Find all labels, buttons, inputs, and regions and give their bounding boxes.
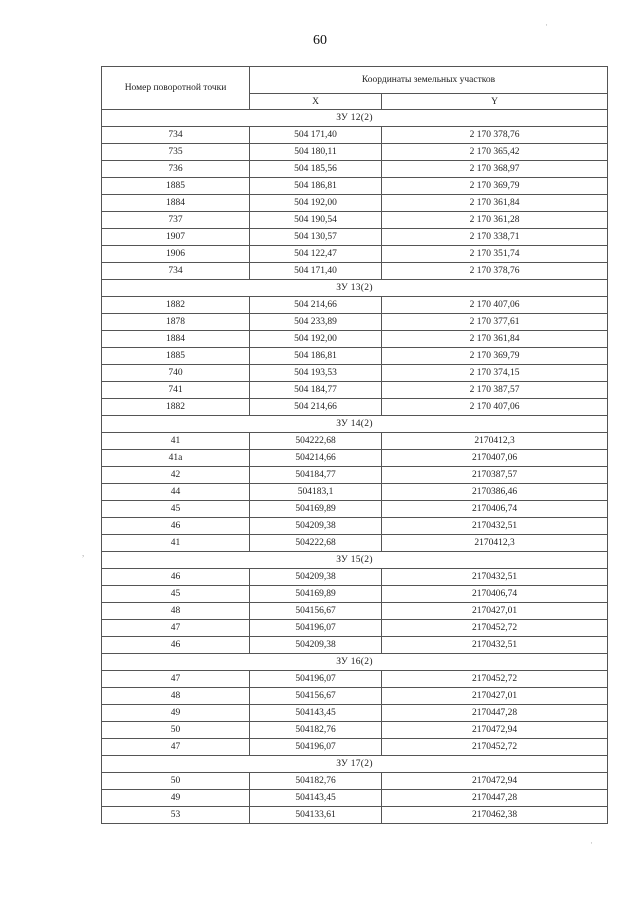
table-row [102, 297, 608, 314]
cell-y: 2170406,74 [382, 501, 608, 518]
cell-x: 504182,76 [250, 722, 382, 739]
cell-y: 2 170 369,79 [382, 348, 608, 365]
table-row [102, 603, 608, 620]
cell-x: 504169,89 [250, 501, 382, 518]
cell-x: 504196,07 [250, 739, 382, 756]
cell-point-number: 1885 [102, 348, 250, 365]
cell-point-number: 1884 [102, 195, 250, 212]
table-row [102, 620, 608, 637]
cell-point-number: 49 [102, 790, 250, 807]
table-row [102, 450, 608, 467]
cell-y: 2170462,38 [382, 807, 608, 824]
header-point-number: Номер поворотной точки [102, 67, 250, 110]
cell-x: 504 190,54 [250, 212, 382, 229]
cell-y: 2170432,51 [382, 569, 608, 586]
cell-point-number: 53 [102, 807, 250, 824]
table-row [102, 263, 608, 280]
cell-y: 2 170 361,28 [382, 212, 608, 229]
cell-point-number: 47 [102, 671, 250, 688]
cell-y: 2 170 378,76 [382, 263, 608, 280]
cell-x: 504184,77 [250, 467, 382, 484]
cell-x: 504169,89 [250, 586, 382, 603]
cell-x: 504 214,66 [250, 399, 382, 416]
cell-x: 504 192,00 [250, 195, 382, 212]
table-header [102, 67, 608, 110]
cell-x: 504 233,89 [250, 314, 382, 331]
cell-y: 2 170 378,76 [382, 127, 608, 144]
cell-point-number: 1884 [102, 331, 250, 348]
cell-y: 2 170 374,15 [382, 365, 608, 382]
cell-y: 2 170 365,42 [382, 144, 608, 161]
table-row [102, 365, 608, 382]
cell-point-number: 47 [102, 739, 250, 756]
cell-x: 504 130,57 [250, 229, 382, 246]
cell-x: 504209,38 [250, 637, 382, 654]
cell-y: 2 170 351,74 [382, 246, 608, 263]
cell-y: 2170472,94 [382, 722, 608, 739]
cell-y: 2170447,28 [382, 790, 608, 807]
cell-point-number: 735 [102, 144, 250, 161]
cell-x: 504 186,81 [250, 348, 382, 365]
cell-point-number: 736 [102, 161, 250, 178]
header-coordinates: Координаты земельных участков [250, 67, 608, 94]
cell-point-number: 1878 [102, 314, 250, 331]
table-row [102, 467, 608, 484]
cell-y: 2 170 407,06 [382, 399, 608, 416]
table-body [102, 110, 608, 824]
table-row [102, 399, 608, 416]
cell-y: 2 170 368,97 [382, 161, 608, 178]
cell-x: 504214,66 [250, 450, 382, 467]
cell-point-number: 46 [102, 569, 250, 586]
cell-y: 2 170 361,84 [382, 331, 608, 348]
cell-x: 504209,38 [250, 518, 382, 535]
table-row [102, 433, 608, 450]
section-header-row [102, 280, 608, 297]
cell-y: 2 170 361,84 [382, 195, 608, 212]
cell-x: 504133,61 [250, 807, 382, 824]
cell-y: 2170412,3 [382, 535, 608, 552]
cell-point-number: 49 [102, 705, 250, 722]
table-row [102, 722, 608, 739]
cell-point-number: 42 [102, 467, 250, 484]
cell-y: 2170387,57 [382, 467, 608, 484]
cell-point-number: 46 [102, 637, 250, 654]
table-row [102, 212, 608, 229]
cell-point-number: 48 [102, 688, 250, 705]
cell-point-number: 1882 [102, 399, 250, 416]
cell-y: 2170432,51 [382, 637, 608, 654]
cell-y: 2 170 377,61 [382, 314, 608, 331]
table-row [102, 586, 608, 603]
cell-x: 504 186,81 [250, 178, 382, 195]
table-row [102, 314, 608, 331]
header-x: X [250, 94, 382, 110]
cell-x: 504222,68 [250, 433, 382, 450]
cell-x: 504196,07 [250, 671, 382, 688]
cell-y: 2 170 407,06 [382, 297, 608, 314]
section-title: ЗУ 15(2) [102, 552, 608, 569]
table-row [102, 637, 608, 654]
table-row [102, 739, 608, 756]
section-header-row [102, 552, 608, 569]
cell-y: 2170427,01 [382, 603, 608, 620]
section-header-row [102, 110, 608, 127]
cell-y: 2170447,28 [382, 705, 608, 722]
cell-point-number: 48 [102, 603, 250, 620]
section-header-row [102, 756, 608, 773]
cell-point-number: 41 [102, 433, 250, 450]
cell-x: 504143,45 [250, 705, 382, 722]
table-row [102, 688, 608, 705]
table-row [102, 144, 608, 161]
cell-point-number: 1907 [102, 229, 250, 246]
cell-y: 2 170 338,71 [382, 229, 608, 246]
cell-point-number: 734 [102, 127, 250, 144]
cell-point-number: 1882 [102, 297, 250, 314]
cell-x: 504156,67 [250, 688, 382, 705]
cell-x: 504 180,11 [250, 144, 382, 161]
scan-speck: · [545, 20, 548, 30]
section-title: ЗУ 12(2) [102, 110, 608, 127]
table-row [102, 518, 608, 535]
table-row [102, 195, 608, 212]
cell-y: 2 170 387,57 [382, 382, 608, 399]
cell-x: 504182,76 [250, 773, 382, 790]
cell-y: 2170452,72 [382, 620, 608, 637]
cell-point-number: 737 [102, 212, 250, 229]
cell-point-number: 50 [102, 773, 250, 790]
section-header-row [102, 654, 608, 671]
cell-point-number: 1885 [102, 178, 250, 195]
section-title: ЗУ 17(2) [102, 756, 608, 773]
header-y: Y [382, 94, 608, 110]
section-title: ЗУ 16(2) [102, 654, 608, 671]
cell-point-number: 741 [102, 382, 250, 399]
cell-y: 2170427,01 [382, 688, 608, 705]
table-row [102, 331, 608, 348]
table-row [102, 229, 608, 246]
table-row [102, 790, 608, 807]
section-title: ЗУ 14(2) [102, 416, 608, 433]
cell-y: 2170412,3 [382, 433, 608, 450]
cell-x: 504 192,00 [250, 331, 382, 348]
table-row [102, 161, 608, 178]
page-number: 60 [313, 33, 327, 48]
cell-x: 504196,07 [250, 620, 382, 637]
table-row [102, 501, 608, 518]
section-header-row [102, 416, 608, 433]
table-row [102, 127, 608, 144]
cell-y: 2170407,06 [382, 450, 608, 467]
cell-x: 504 185,56 [250, 161, 382, 178]
table-row [102, 484, 608, 501]
table-row [102, 246, 608, 263]
cell-x: 504 193,53 [250, 365, 382, 382]
cell-x: 504209,38 [250, 569, 382, 586]
scan-speck: , [82, 548, 85, 558]
cell-point-number: 1906 [102, 246, 250, 263]
cell-point-number: 41 [102, 535, 250, 552]
table-row [102, 773, 608, 790]
table-row [102, 569, 608, 586]
cell-x: 504222,68 [250, 535, 382, 552]
cell-y: 2170452,72 [382, 739, 608, 756]
cell-x: 504 214,66 [250, 297, 382, 314]
coordinates-table [101, 66, 608, 824]
table-row [102, 807, 608, 824]
table-row [102, 535, 608, 552]
cell-x: 504143,45 [250, 790, 382, 807]
cell-y: 2170472,94 [382, 773, 608, 790]
cell-x: 504 184,77 [250, 382, 382, 399]
cell-y: 2170452,72 [382, 671, 608, 688]
cell-y: 2170432,51 [382, 518, 608, 535]
cell-y: 2 170 369,79 [382, 178, 608, 195]
cell-point-number: 41a [102, 450, 250, 467]
cell-y: 2170386,46 [382, 484, 608, 501]
cell-point-number: 50 [102, 722, 250, 739]
table-row [102, 705, 608, 722]
cell-x: 504 171,40 [250, 127, 382, 144]
cell-point-number: 45 [102, 501, 250, 518]
cell-y: 2170406,74 [382, 586, 608, 603]
cell-x: 504183,1 [250, 484, 382, 501]
cell-point-number: 44 [102, 484, 250, 501]
cell-point-number: 734 [102, 263, 250, 280]
cell-point-number: 740 [102, 365, 250, 382]
section-title: ЗУ 13(2) [102, 280, 608, 297]
cell-x: 504156,67 [250, 603, 382, 620]
table-row [102, 382, 608, 399]
cell-point-number: 47 [102, 620, 250, 637]
cell-x: 504 171,40 [250, 263, 382, 280]
cell-x: 504 122,47 [250, 246, 382, 263]
scan-speck: · [590, 838, 593, 848]
table-row [102, 178, 608, 195]
cell-point-number: 46 [102, 518, 250, 535]
cell-point-number: 45 [102, 586, 250, 603]
table-row [102, 348, 608, 365]
table-row [102, 671, 608, 688]
